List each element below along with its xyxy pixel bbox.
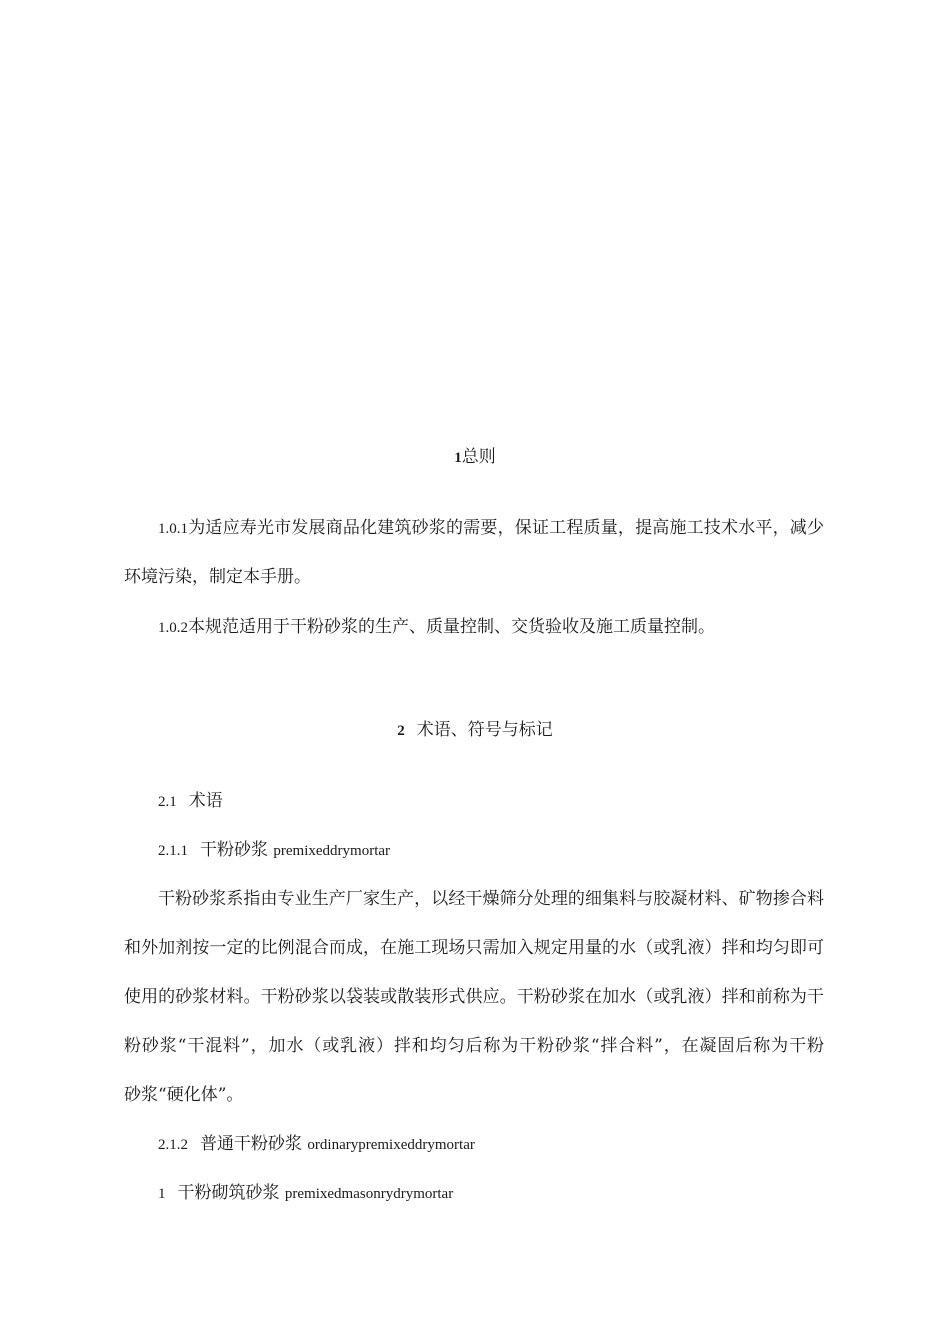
term-2-1-2-english: ordinarypremixeddrymortar <box>307 1137 475 1153</box>
section-2-number: 2 <box>397 723 405 739</box>
section-2-title: 术语、符号与标记 <box>416 720 553 740</box>
clause-1-0-2-text: 本规范适用于干粉砂浆的生产、质量控制、交货验收及施工质量控制。 <box>188 617 715 637</box>
term-2-1-1-english: premixeddrymortar <box>273 843 391 859</box>
clause-1-0-2-number: 1.0.2 <box>158 620 188 636</box>
paragraph-line-4: 粉砂浆“干混料”，加水（或乳液）拌和均匀后称为干粉砂浆“拌合料”，在凝固后称为干粉 <box>124 1036 824 1056</box>
clause-1-0-1-line-1 <box>158 516 824 541</box>
section-2-heading <box>0 718 950 743</box>
paragraph-line-1: 干粉砂浆系指由专业生产厂家生产，以经干燥筛分处理的细集料与胶凝材料、矿物掺合料 <box>158 889 824 909</box>
section-2-1-title: 术语 <box>188 791 223 811</box>
item-1-number: 1 <box>158 1186 166 1202</box>
item-1-heading <box>158 1181 824 1206</box>
paragraph-line-3: 使用的砂浆材料。干粉砂浆以袋装或散装形式供应。干粉砂浆在加水（或乳液）拌和前称为干 <box>124 987 824 1007</box>
item-1-english: premixedmasonrydrymortar <box>284 1186 454 1202</box>
clause-1-0-2 <box>158 615 824 640</box>
term-2-1-1-heading <box>158 838 824 863</box>
term-2-1-1-number: 2.1.1 <box>158 843 188 859</box>
section-1-title: 总则 <box>461 447 496 467</box>
clause-1-0-1-text-1: 为适应寿光市发展商品化建筑砂浆的需要，保证工程质量，提高施工技术水平，减少 <box>188 518 824 538</box>
term-2-1-1-title: 干粉砂浆 <box>200 840 268 860</box>
section-1-heading <box>0 445 950 470</box>
paragraph-line-2: 和外加剂按一定的比例混合而成，在施工现场只需加入规定用量的水（或乳液）拌和均匀即可 <box>124 938 824 958</box>
clause-1-0-1-line-2: 环境污染，制定本手册。 <box>124 567 311 587</box>
section-2-1-number: 2.1 <box>158 794 177 810</box>
term-2-1-2-title: 普通干粉砂浆 <box>200 1134 302 1154</box>
paragraph-line-5: 砂浆“硬化体”。 <box>124 1085 244 1105</box>
clause-1-0-1-number: 1.0.1 <box>158 521 188 537</box>
item-1-title: 干粉砌筑砂浆 <box>177 1183 280 1203</box>
term-2-1-2-number: 2.1.2 <box>158 1137 188 1153</box>
section-2-1-heading <box>158 789 824 814</box>
section-1-number: 1 <box>454 450 462 466</box>
term-2-1-2-heading <box>158 1132 824 1157</box>
